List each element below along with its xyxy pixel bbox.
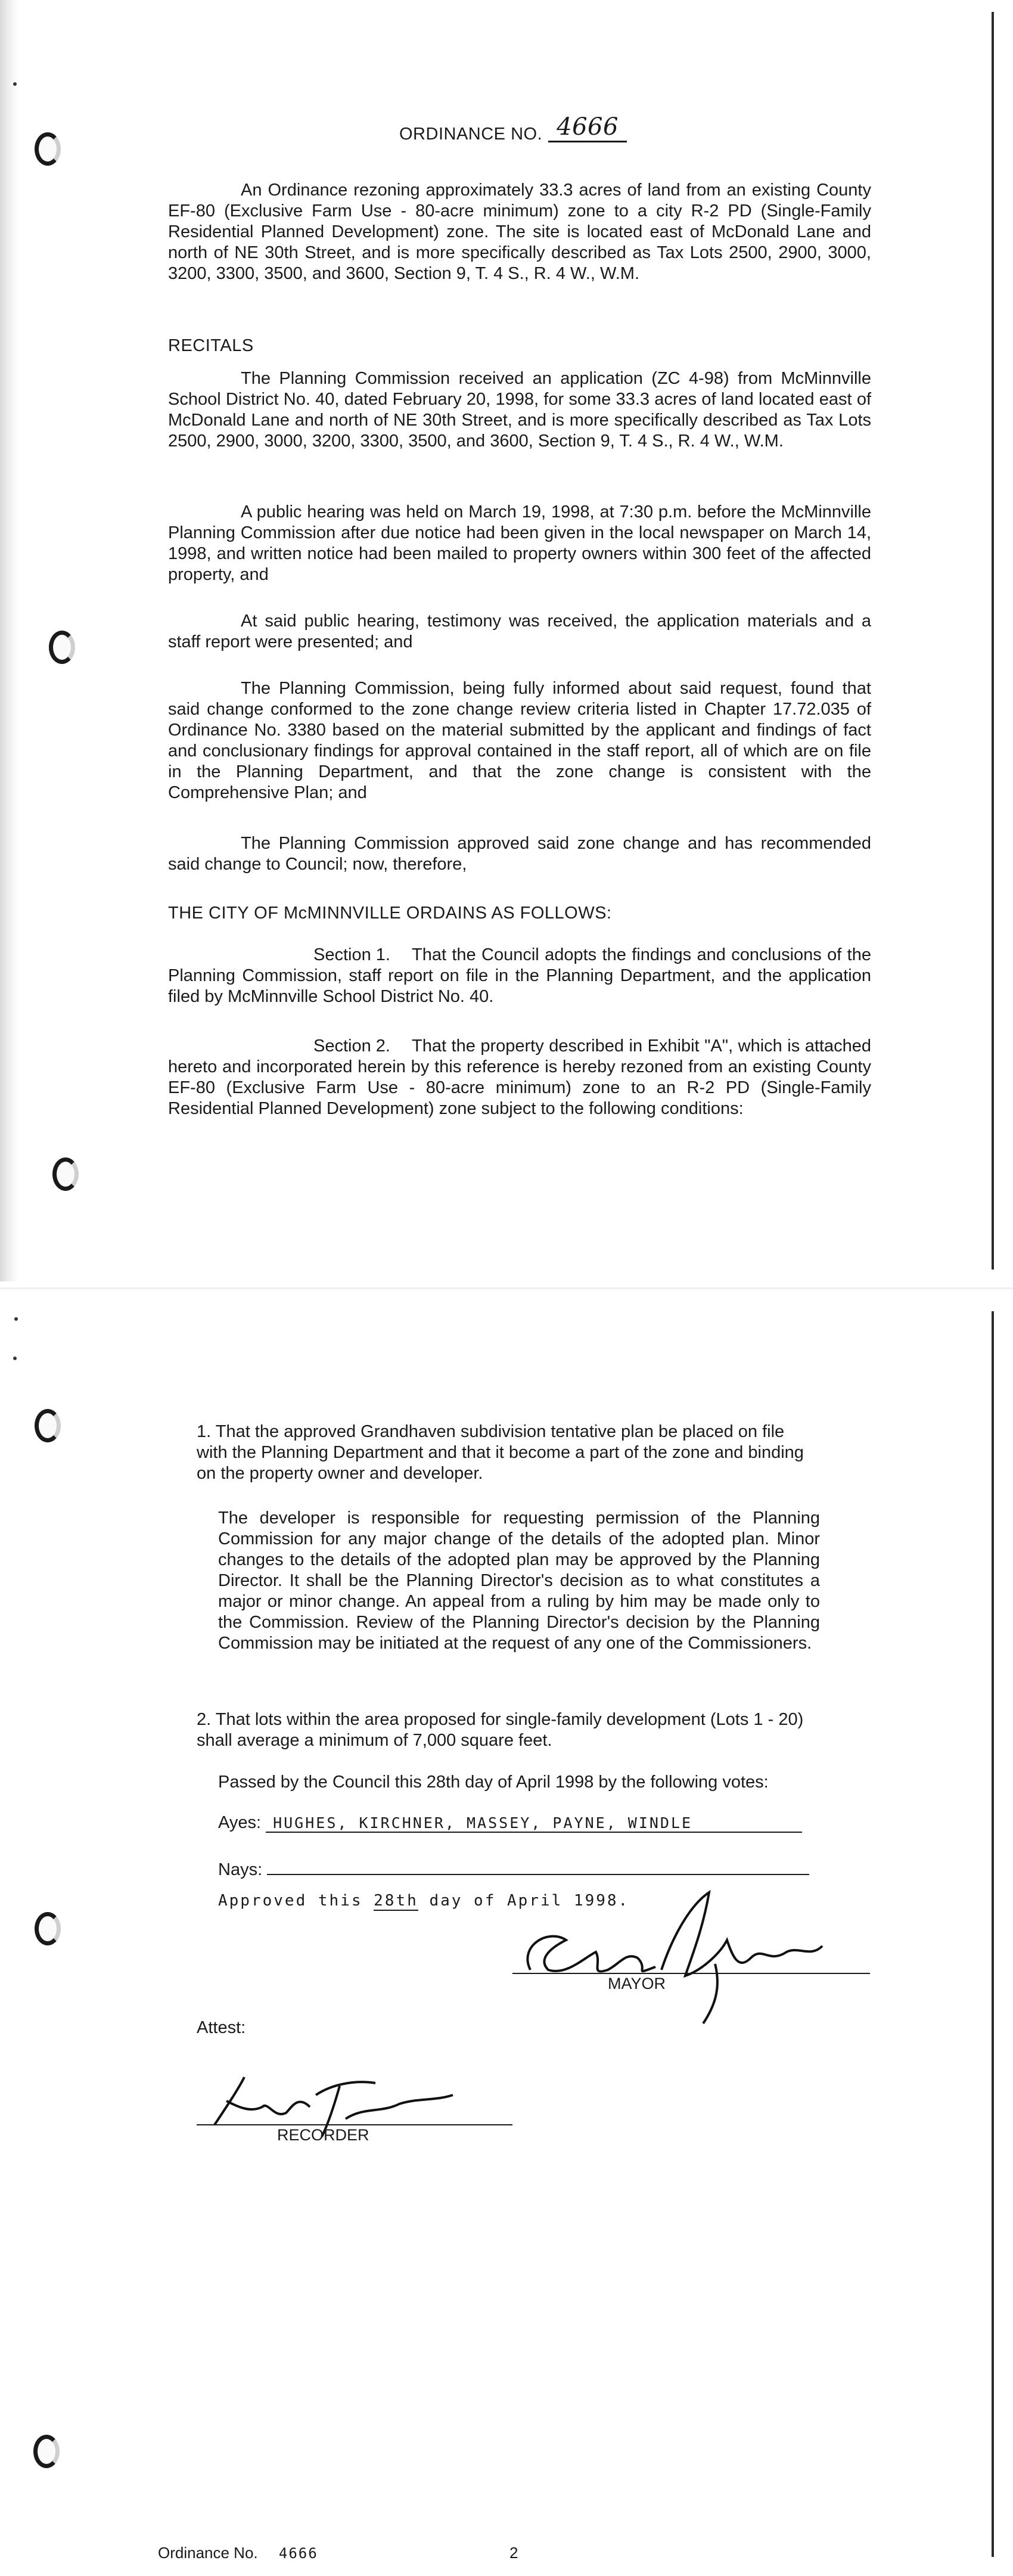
nays-row xyxy=(218,1857,809,1880)
ordinance-number-handwritten: 4666 xyxy=(548,113,627,142)
punch-hole-icon xyxy=(52,1157,79,1191)
section-label: Section 2. xyxy=(313,1036,390,1056)
page-break xyxy=(0,1287,1013,1289)
recorder-signature-line xyxy=(197,2124,512,2125)
scan-speck xyxy=(13,82,17,86)
approved-suffix: day of April 1998. xyxy=(429,1892,630,1910)
punch-hole-icon xyxy=(35,1912,61,1945)
page-two xyxy=(0,1305,1013,2576)
scan-edge-shadow xyxy=(0,0,18,1281)
punch-hole-icon xyxy=(35,1409,61,1442)
recorder-label: RECORDER xyxy=(277,2126,369,2144)
page-border-rule xyxy=(992,1311,994,2557)
passed-statement: Passed by the Council this 28th day of April 1998 by the following votes: xyxy=(218,1773,769,1792)
scan-speck xyxy=(14,1317,18,1321)
recital-paragraph: The Planning Commission received an application (ZC 4-98) from McMinnville School District No. 40, dated February 20, 1998, for some 33.3 acres of land located east of McDonald Lane and north of NE 30th Street, and is more specifically described as Tax Lots 2500, 2900, 3000, 3200, 3300, 3500, and 3600, Section 9, T. 4 S., R. 4 W., W.M. xyxy=(168,369,871,451)
footer-number: 4666 xyxy=(278,2545,318,2562)
recital-paragraph: A public hearing was held on March 19, 1998, at 7:30 p.m. before the McMinnville Planning Commission after due notice had been given in the local newspaper on March 14, 1998, and written notice had been mailed to property owners within 300 feet of the affected property, and xyxy=(168,502,871,584)
nays-names xyxy=(267,1857,809,1875)
mayor-label: MAYOR xyxy=(608,1975,666,1992)
recital-paragraph: The Planning Commission, being fully informed about said request, found that said change conformed to the zone change review criteria listed in Chapter 17.72.035 of Ordinance No. 3380 based on the material submitted by the applicant and findings of fact and conclusionary findings for approval contained in the staff report, all of which are on file in the Planning Department, and that the zone change is consistent with the Comprehensive Plan; and xyxy=(168,679,871,802)
recitals-heading: RECITALS xyxy=(168,336,254,355)
mayor-signature-line xyxy=(512,1973,870,1974)
intro-paragraph: An Ordinance rezoning approximately 33.3 acres of land from an existing County EF-80 (Exclusive Farm Use - 80-acre minimum) zone to a city R-2 PD (Single-Family Residential Planned Development) zone. The site is located east of McDonald Lane and north of NE 30th Street, and is more specifically described as Tax Lots 2500, 2900, 3000, 3200, 3300, 3500, and 3600, Section 9, T. 4 S., R. 4 W., W.M. xyxy=(168,181,871,283)
footer-label: Ordinance No. xyxy=(158,2544,258,2562)
page-number: 2 xyxy=(509,2544,518,2562)
punch-hole-icon xyxy=(35,132,61,166)
condition-item xyxy=(197,1709,816,1751)
section-one xyxy=(168,945,871,1007)
scan-speck xyxy=(13,1357,17,1360)
approved-prefix: Approved this xyxy=(218,1892,363,1910)
condition-text: That the approved Grandhaven subdivision tentative plan be placed on file with the Planning Department and that it become a part of the zone and binding on the property owner and developer. xyxy=(197,1422,804,1483)
section-text: That the Council adopts the findings and conclusions of the Planning Commission, staff report on file in the Planning Department, and the application filed by McMinnville School District No. 40. xyxy=(168,945,871,1006)
section-label: Section 1. xyxy=(313,945,390,964)
approved-day: 28th xyxy=(374,1892,418,1910)
ordinance-title-label: ORDINANCE NO. xyxy=(399,125,543,144)
page-border-rule xyxy=(992,12,994,1270)
ayes-names: HUGHES, KIRCHNER, MASSEY, PAYNE, WINDLE xyxy=(266,1814,802,1833)
attest-label: Attest: xyxy=(197,2018,246,2037)
ayes-row xyxy=(218,1813,802,1833)
ordinance-title xyxy=(399,113,627,147)
nays-label: Nays: xyxy=(218,1860,263,1879)
condition-text: That lots within the area proposed for single-family development (Lots 1 - 20) shall average a minimum of 7,000 square feet. xyxy=(197,1710,804,1750)
footer-ordinance xyxy=(158,2544,318,2562)
recital-paragraph: At said public hearing, testimony was received, the application materials and a staff report were presented; and xyxy=(168,612,871,651)
mayor-signature xyxy=(512,1886,834,2029)
condition-item xyxy=(197,1422,816,1484)
condition-detail: The developer is responsible for requesting permission of the Planning Commission for any major change of the details of the adopted plan. Minor changes to the details of the adopted plan may be approved by the Planning Director. It shall be the Planning Director's decision as to what constitutes a major or minor change. An appeal from a ruling by him may be made only to the Commission. Review of the Planning Director's decision by the Planning Commission may be initiated at the request of any one of the Commissioners. xyxy=(218,1509,820,1653)
section-two xyxy=(168,1036,871,1119)
ayes-label: Ayes: xyxy=(218,1813,262,1832)
recital-paragraph: The Planning Commission approved said zone change and has recommended said change to Council; now, therefore, xyxy=(168,834,871,874)
ordains-heading: THE CITY OF McMINNVILLE ORDAINS AS FOLLOWS: xyxy=(168,904,612,923)
condition-number: 2. xyxy=(197,1710,212,1729)
punch-hole-icon xyxy=(49,631,75,664)
section-text: That the property described in Exhibit "A", which is attached hereto and incorporated herein by this reference is hereby rezoned from an existing County EF-80 (Exclusive Farm Use - 80-acre minimum) zone to an R-2 PD (Single-Family Residential Planned Development) zone subject to the following conditions: xyxy=(168,1036,871,1118)
condition-number: 1. xyxy=(197,1422,212,1441)
punch-hole-icon xyxy=(33,2435,60,2468)
